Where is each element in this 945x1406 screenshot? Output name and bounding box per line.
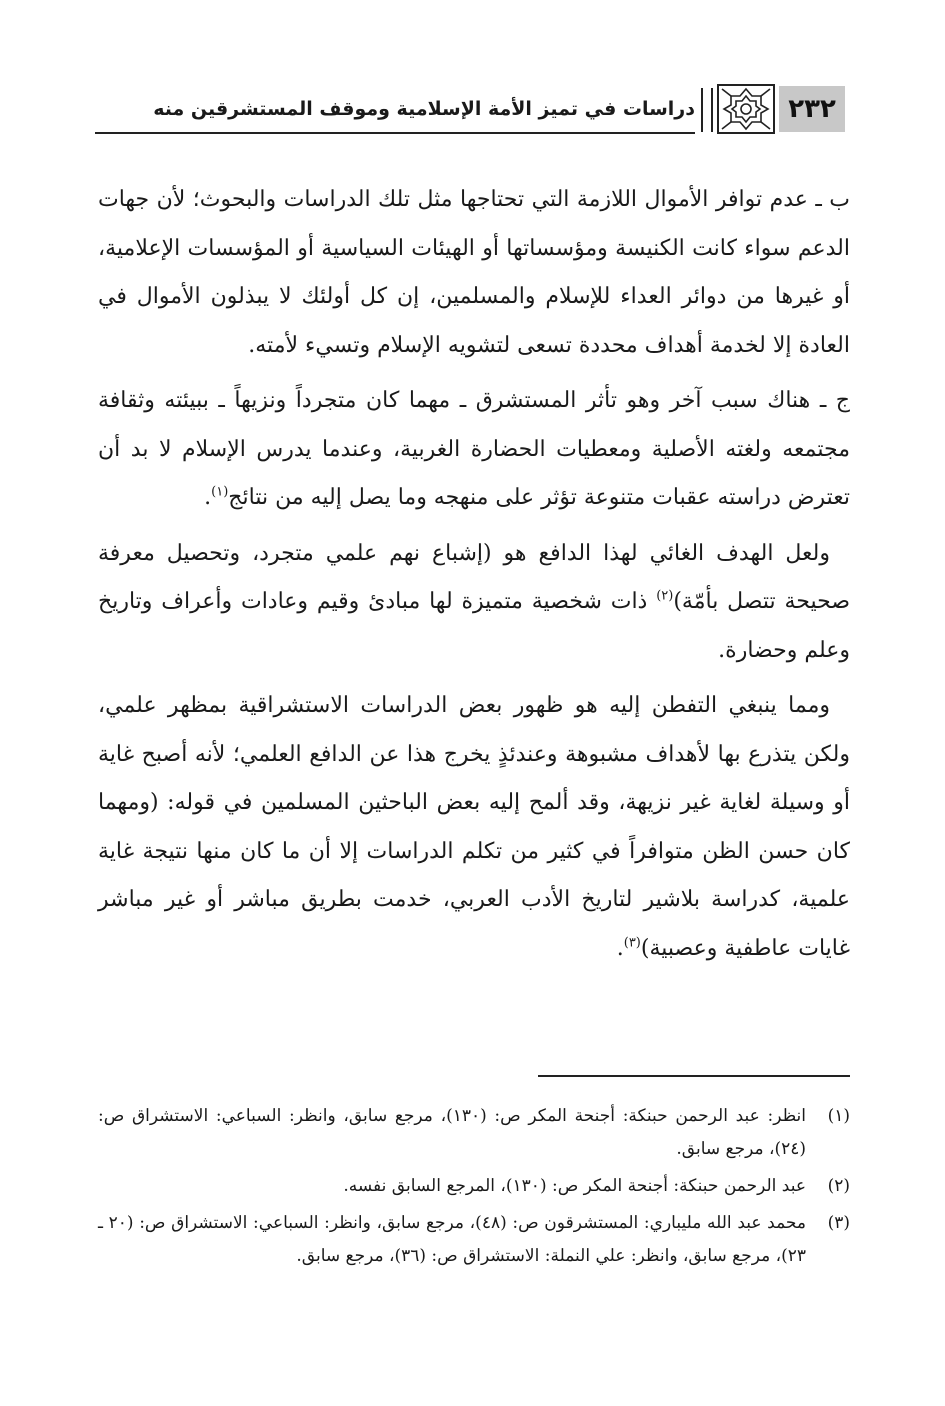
footnote-item [98, 1170, 850, 1203]
footnote-item [98, 1207, 850, 1273]
body-text [98, 176, 850, 980]
paragraph-text: ومما ينبغي التفطن إليه هو ظهور بعض الدراسات الاستشراقية بمظهر علمي، ولكن يتذرع بها لأهداف مشبوهة وعندئذٍ يخرج هذا عن الدافع العلمي؛ لأنه أصبح غاية أو وسيلة لغاية غير نزيهة، وقد ألمح إليه بعض الباحثين المسلمين في قوله: (ومهما كان حسن الظن متوافراً في كثير من تكلم الدراسات إلا أن ما كان منها نتيجة غاية علمية، كدراسة بلاشير لتاريخ الأدب العربي، خدمت بطريق مباشر أو غير مباشر غايات عاطفية وعصبية) [98, 693, 850, 961]
paragraph-b [98, 176, 850, 370]
footnote-separator [538, 1075, 850, 1077]
footnote-ref[interactable]: (٢) [656, 588, 674, 604]
footnote-ref[interactable]: (٣) [623, 935, 641, 951]
running-title: دراسات في تميز الأمة الإسلامية وموقف المستشرقين منه [153, 98, 695, 120]
paragraph-text: ب ـ عدم توافر الأموال اللازمة التي تحتاجها مثل تلك الدراسات والبحوث؛ لأن جهات الدعم سواء كانت الكنيسة ومؤسساتها أو الهيئات السياسية أو المؤسسات الإعلامية، أو غيرها من دوائر العداء للإسلام والمسلمين، إن كل أولئك لا يبذلون الأموال في العادة إلا لخدمة أهداف محددة تسعى لتشويه الإسلام وتسيء لأمته. [98, 187, 850, 358]
paragraph-goal [98, 530, 850, 676]
header-divider [701, 88, 713, 132]
footnote-mark: (٢) [827, 1176, 850, 1196]
paragraph-text: ولعل الهدف الغائي لهذا الدافع هو (إشباع نهم علمي متجرد، وتحصيل معرفة صحيحة تتصل بأمّة) [98, 540, 850, 614]
footnote-item [98, 1100, 850, 1166]
header-rule [95, 132, 695, 134]
footnote-text: محمد عبد الله مليباري: المستشرقون ص: (٤٨)، مرجع سابق، وانظر: السباعي: الاستشراق ص: (٢٠ ـ ٢٣)، مرجع سابق، وانظر: علي النملة: الاستشراق ص: (٣٦)، مرجع سابق. [98, 1213, 807, 1266]
footnotes [98, 1100, 850, 1277]
paragraph-c [98, 377, 850, 523]
paragraph-text: ج ـ هناك سبب آخر وهو تأثر المستشرق ـ مهما كان متجرداً ونزيهاً ـ ببيئته وثقافة مجتمعه ولغته الأصلية ومعطيات الحضارة الغربية، وعندما يدرس الإسلام لا بد أن تعترض دراسته عقبات متنوعة تؤثر على منهجه وما يصل إليه من نتائج [98, 388, 850, 510]
ornament-icon [717, 84, 775, 134]
footnote-text: انظر: عبد الرحمن حبنكة: أجنحة المكر ص: (١٣٠)، مرجع سابق، وانظر: السباعي: الاستشراق ص: (٢٤)، مرجع سابق. [98, 1106, 806, 1159]
footnote-text: عبد الرحمن حبنكة: أجنحة المكر ص: (١٣٠)، المرجع السابق نفسه. [343, 1176, 806, 1196]
footnote-ref[interactable]: (١) [211, 484, 229, 500]
footnote-mark: (١) [827, 1106, 850, 1126]
paragraph-tail: . [616, 935, 624, 961]
paragraph-tail: ذات شخصية متميزة لها مبادئ وقيم وعادات وأعراف وتاريخ وعلم وحضارة. [98, 589, 850, 663]
paragraph-tail: . [204, 485, 212, 510]
footnote-mark: (٣) [827, 1213, 850, 1233]
paragraph-note [98, 682, 850, 973]
page-header [95, 82, 845, 140]
page-number: ٢٣٢ [779, 86, 845, 132]
